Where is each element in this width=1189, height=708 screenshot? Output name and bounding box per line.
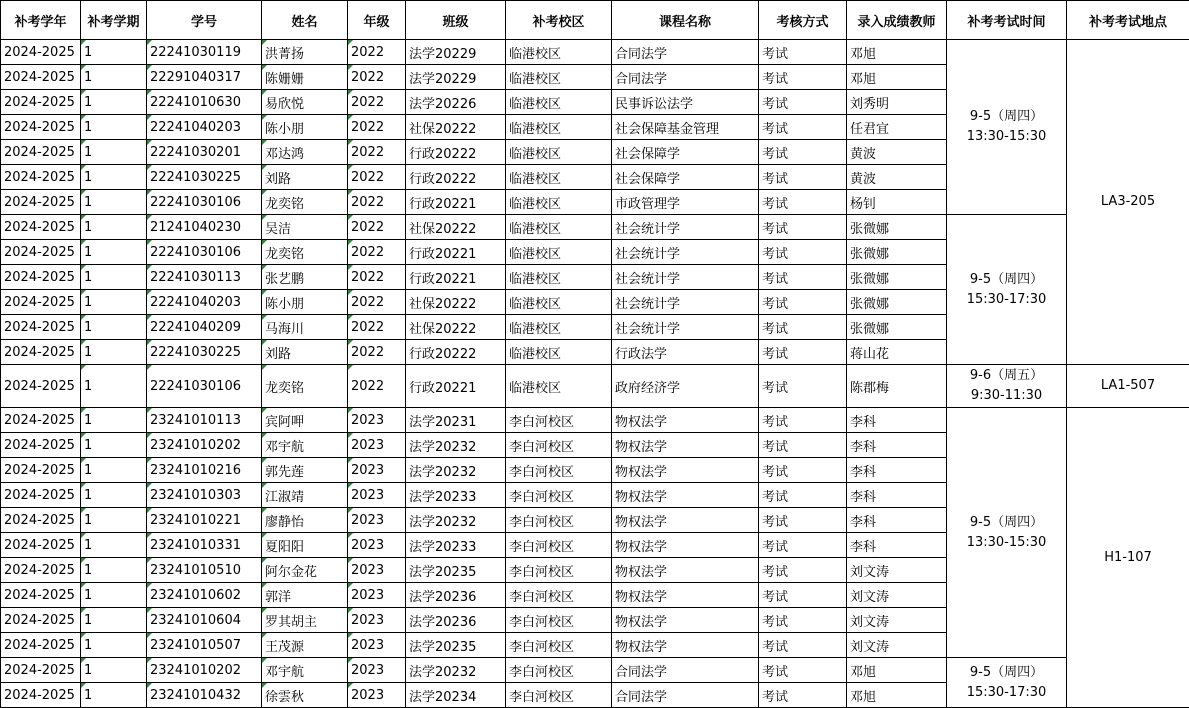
cell-teacher: 邓旭 bbox=[847, 65, 947, 90]
cell-campus: 临港校区 bbox=[506, 240, 612, 265]
cell-name: 龙奕铭 bbox=[262, 240, 348, 265]
cell-exam-time bbox=[947, 365, 1067, 408]
cell-class: 法学20234 bbox=[406, 683, 506, 708]
cell-term: 1 bbox=[81, 215, 147, 240]
cell-year: 2024-2025 bbox=[1, 315, 81, 340]
cell-class: 社保20222 bbox=[406, 215, 506, 240]
cell-name: 陈姗姗 bbox=[262, 65, 348, 90]
cell-course: 社会统计学 bbox=[612, 290, 759, 315]
cell-term: 1 bbox=[81, 165, 147, 190]
cell-teacher: 张微娜 bbox=[847, 315, 947, 340]
cell-student-id: 22241030201 bbox=[147, 140, 262, 165]
cell-course: 合同法学 bbox=[612, 658, 759, 683]
cell-term: 1 bbox=[81, 508, 147, 533]
cell-grade: 2022 bbox=[348, 290, 406, 315]
cell-teacher: 李科 bbox=[847, 508, 947, 533]
cell-campus: 临港校区 bbox=[506, 115, 612, 140]
cell-teacher: 张微娜 bbox=[847, 240, 947, 265]
cell-year: 2024-2025 bbox=[1, 65, 81, 90]
cell-teacher: 刘文涛 bbox=[847, 558, 947, 583]
cell-assessment: 考试 bbox=[759, 558, 847, 583]
cell-course: 物权法学 bbox=[612, 408, 759, 433]
cell-term: 1 bbox=[81, 240, 147, 265]
cell-term: 1 bbox=[81, 340, 147, 365]
table-row bbox=[1, 40, 1189, 65]
table-row bbox=[1, 365, 1189, 408]
cell-name: 刘路 bbox=[262, 340, 348, 365]
cell-class: 法学20235 bbox=[406, 633, 506, 658]
cell-term: 1 bbox=[81, 408, 147, 433]
cell-class: 法学20229 bbox=[406, 40, 506, 65]
cell-assessment: 考试 bbox=[759, 533, 847, 558]
cell-campus: 李白河校区 bbox=[506, 508, 612, 533]
cell-course: 物权法学 bbox=[612, 558, 759, 583]
cell-campus: 临港校区 bbox=[506, 165, 612, 190]
cell-course: 合同法学 bbox=[612, 40, 759, 65]
cell-class: 行政20222 bbox=[406, 140, 506, 165]
cell-teacher: 张微娜 bbox=[847, 290, 947, 315]
cell-assessment: 考试 bbox=[759, 483, 847, 508]
table-body bbox=[1, 40, 1189, 708]
cell-grade: 2023 bbox=[348, 658, 406, 683]
cell-term: 1 bbox=[81, 558, 147, 583]
cell-campus: 临港校区 bbox=[506, 140, 612, 165]
cell-class: 法学20232 bbox=[406, 658, 506, 683]
cell-class: 法学20232 bbox=[406, 458, 506, 483]
cell-grade: 2022 bbox=[348, 340, 406, 365]
cell-name: 张艺鹏 bbox=[262, 265, 348, 290]
exam-hours: 9:30-11:30 bbox=[950, 386, 1063, 406]
cell-course: 合同法学 bbox=[612, 65, 759, 90]
cell-year: 2024-2025 bbox=[1, 608, 81, 633]
cell-class: 法学20233 bbox=[406, 483, 506, 508]
cell-class: 法学20236 bbox=[406, 608, 506, 633]
cell-grade: 2023 bbox=[348, 633, 406, 658]
cell-class: 法学20235 bbox=[406, 558, 506, 583]
cell-campus: 李白河校区 bbox=[506, 608, 612, 633]
header-term: 补考学期 bbox=[81, 1, 147, 40]
cell-class: 行政20221 bbox=[406, 365, 506, 408]
cell-grade: 2023 bbox=[348, 408, 406, 433]
cell-term: 1 bbox=[81, 608, 147, 633]
cell-assessment: 考试 bbox=[759, 433, 847, 458]
header-assessment: 考核方式 bbox=[759, 1, 847, 40]
cell-name: 邓宇航 bbox=[262, 658, 348, 683]
cell-class: 社保20222 bbox=[406, 290, 506, 315]
cell-assessment: 考试 bbox=[759, 508, 847, 533]
cell-term: 1 bbox=[81, 140, 147, 165]
cell-assessment: 考试 bbox=[759, 140, 847, 165]
cell-course: 市政管理学 bbox=[612, 190, 759, 215]
cell-assessment: 考试 bbox=[759, 683, 847, 708]
cell-course: 物权法学 bbox=[612, 533, 759, 558]
cell-class: 法学20232 bbox=[406, 508, 506, 533]
cell-student-id: 22291040317 bbox=[147, 65, 262, 90]
cell-course: 行政法学 bbox=[612, 340, 759, 365]
cell-teacher: 蒋山花 bbox=[847, 340, 947, 365]
cell-year: 2024-2025 bbox=[1, 240, 81, 265]
cell-name: 江淑靖 bbox=[262, 483, 348, 508]
cell-year: 2024-2025 bbox=[1, 365, 81, 408]
cell-assessment: 考试 bbox=[759, 165, 847, 190]
cell-grade: 2022 bbox=[348, 40, 406, 65]
cell-name: 陈小朋 bbox=[262, 115, 348, 140]
header-grade: 年级 bbox=[348, 1, 406, 40]
header-exam-time: 补考考试时间 bbox=[947, 1, 1067, 40]
cell-course: 社会统计学 bbox=[612, 240, 759, 265]
cell-student-id: 22241030119 bbox=[147, 40, 262, 65]
cell-campus: 李白河校区 bbox=[506, 408, 612, 433]
cell-year: 2024-2025 bbox=[1, 215, 81, 240]
table-row bbox=[1, 408, 1189, 433]
cell-term: 1 bbox=[81, 583, 147, 608]
cell-year: 2024-2025 bbox=[1, 90, 81, 115]
cell-year: 2024-2025 bbox=[1, 633, 81, 658]
cell-grade: 2023 bbox=[348, 433, 406, 458]
cell-term: 1 bbox=[81, 483, 147, 508]
cell-campus: 临港校区 bbox=[506, 265, 612, 290]
cell-student-id: 22241030106 bbox=[147, 190, 262, 215]
cell-year: 2024-2025 bbox=[1, 190, 81, 215]
cell-term: 1 bbox=[81, 315, 147, 340]
cell-year: 2024-2025 bbox=[1, 265, 81, 290]
cell-assessment: 考试 bbox=[759, 65, 847, 90]
cell-teacher: 刘秀明 bbox=[847, 90, 947, 115]
cell-grade: 2022 bbox=[348, 265, 406, 290]
cell-class: 社保20222 bbox=[406, 315, 506, 340]
table-row bbox=[1, 215, 1189, 240]
cell-assessment: 考试 bbox=[759, 240, 847, 265]
cell-assessment: 考试 bbox=[759, 340, 847, 365]
cell-name: 罗其胡主 bbox=[262, 608, 348, 633]
cell-assessment: 考试 bbox=[759, 265, 847, 290]
cell-assessment: 考试 bbox=[759, 215, 847, 240]
table-row bbox=[1, 658, 1189, 683]
cell-teacher: 任君宜 bbox=[847, 115, 947, 140]
cell-class: 行政20221 bbox=[406, 265, 506, 290]
cell-grade: 2022 bbox=[348, 240, 406, 265]
cell-course: 社会统计学 bbox=[612, 315, 759, 340]
cell-student-id: 22241030106 bbox=[147, 240, 262, 265]
exam-hours: 13:30-15:30 bbox=[950, 127, 1063, 147]
cell-grade: 2022 bbox=[348, 115, 406, 140]
header-campus: 补考校区 bbox=[506, 1, 612, 40]
exam-date: 9-5（周四） bbox=[950, 663, 1063, 683]
cell-exam-time bbox=[947, 40, 1067, 215]
cell-campus: 临港校区 bbox=[506, 40, 612, 65]
cell-campus: 临港校区 bbox=[506, 290, 612, 315]
cell-year: 2024-2025 bbox=[1, 40, 81, 65]
cell-assessment: 考试 bbox=[759, 315, 847, 340]
cell-name: 易欣悦 bbox=[262, 90, 348, 115]
cell-teacher: 邓旭 bbox=[847, 683, 947, 708]
cell-student-id: 23241010303 bbox=[147, 483, 262, 508]
cell-teacher: 黄波 bbox=[847, 140, 947, 165]
cell-student-id: 21241040230 bbox=[147, 215, 262, 240]
cell-student-id: 23241010221 bbox=[147, 508, 262, 533]
cell-name: 邓宇航 bbox=[262, 433, 348, 458]
cell-year: 2024-2025 bbox=[1, 508, 81, 533]
cell-campus: 临港校区 bbox=[506, 90, 612, 115]
cell-year: 2024-2025 bbox=[1, 140, 81, 165]
cell-grade: 2022 bbox=[348, 65, 406, 90]
cell-year: 2024-2025 bbox=[1, 683, 81, 708]
cell-student-id: 23241010602 bbox=[147, 583, 262, 608]
header-name: 姓名 bbox=[262, 1, 348, 40]
cell-name: 邓达鸿 bbox=[262, 140, 348, 165]
cell-assessment: 考试 bbox=[759, 365, 847, 408]
cell-student-id: 23241010510 bbox=[147, 558, 262, 583]
cell-course: 物权法学 bbox=[612, 458, 759, 483]
cell-course: 物权法学 bbox=[612, 633, 759, 658]
cell-exam-time bbox=[947, 408, 1067, 658]
cell-assessment: 考试 bbox=[759, 608, 847, 633]
exam-date: 9-5（周四） bbox=[950, 107, 1063, 127]
cell-term: 1 bbox=[81, 265, 147, 290]
cell-exam-location: H1-107 bbox=[1067, 408, 1189, 708]
cell-term: 1 bbox=[81, 658, 147, 683]
cell-name: 宾阿呷 bbox=[262, 408, 348, 433]
cell-teacher: 李科 bbox=[847, 433, 947, 458]
cell-class: 法学20226 bbox=[406, 90, 506, 115]
cell-course: 民事诉讼法学 bbox=[612, 90, 759, 115]
cell-exam-location: LA3-205 bbox=[1067, 40, 1189, 365]
cell-teacher: 黄波 bbox=[847, 165, 947, 190]
cell-student-id: 23241010202 bbox=[147, 433, 262, 458]
exam-date: 9-6（周五） bbox=[950, 366, 1063, 386]
cell-teacher: 张微娜 bbox=[847, 265, 947, 290]
cell-class: 行政20221 bbox=[406, 190, 506, 215]
cell-assessment: 考试 bbox=[759, 290, 847, 315]
cell-teacher: 李科 bbox=[847, 458, 947, 483]
cell-course: 社会统计学 bbox=[612, 215, 759, 240]
cell-campus: 临港校区 bbox=[506, 215, 612, 240]
cell-year: 2024-2025 bbox=[1, 340, 81, 365]
cell-year: 2024-2025 bbox=[1, 583, 81, 608]
cell-term: 1 bbox=[81, 633, 147, 658]
cell-course: 物权法学 bbox=[612, 508, 759, 533]
cell-grade: 2022 bbox=[348, 140, 406, 165]
cell-name: 陈小朋 bbox=[262, 290, 348, 315]
cell-grade: 2022 bbox=[348, 215, 406, 240]
cell-name: 阿尔金花 bbox=[262, 558, 348, 583]
cell-student-id: 22241040203 bbox=[147, 115, 262, 140]
cell-student-id: 22241040209 bbox=[147, 315, 262, 340]
header-exam-location: 补考考试地点 bbox=[1067, 1, 1189, 40]
cell-course: 物权法学 bbox=[612, 608, 759, 633]
cell-teacher: 杨钊 bbox=[847, 190, 947, 215]
cell-course: 社会保障学 bbox=[612, 165, 759, 190]
cell-student-id: 22241010630 bbox=[147, 90, 262, 115]
cell-class: 法学20229 bbox=[406, 65, 506, 90]
cell-year: 2024-2025 bbox=[1, 533, 81, 558]
cell-grade: 2022 bbox=[348, 165, 406, 190]
cell-year: 2024-2025 bbox=[1, 290, 81, 315]
cell-name: 郭洋 bbox=[262, 583, 348, 608]
cell-campus: 临港校区 bbox=[506, 315, 612, 340]
cell-teacher: 陈郡梅 bbox=[847, 365, 947, 408]
cell-year: 2024-2025 bbox=[1, 433, 81, 458]
cell-campus: 李白河校区 bbox=[506, 458, 612, 483]
cell-name: 吴洁 bbox=[262, 215, 348, 240]
cell-term: 1 bbox=[81, 190, 147, 215]
cell-campus: 临港校区 bbox=[506, 65, 612, 90]
cell-student-id: 23241010216 bbox=[147, 458, 262, 483]
cell-grade: 2022 bbox=[348, 365, 406, 408]
cell-course: 政府经济学 bbox=[612, 365, 759, 408]
cell-class: 法学20232 bbox=[406, 433, 506, 458]
cell-grade: 2023 bbox=[348, 683, 406, 708]
cell-grade: 2022 bbox=[348, 315, 406, 340]
cell-teacher: 邓旭 bbox=[847, 40, 947, 65]
cell-assessment: 考试 bbox=[759, 190, 847, 215]
cell-year: 2024-2025 bbox=[1, 165, 81, 190]
cell-course: 物权法学 bbox=[612, 583, 759, 608]
cell-assessment: 考试 bbox=[759, 658, 847, 683]
cell-student-id: 23241010507 bbox=[147, 633, 262, 658]
cell-name: 马海川 bbox=[262, 315, 348, 340]
cell-assessment: 考试 bbox=[759, 40, 847, 65]
cell-student-id: 23241010331 bbox=[147, 533, 262, 558]
cell-grade: 2022 bbox=[348, 190, 406, 215]
cell-course: 合同法学 bbox=[612, 683, 759, 708]
cell-campus: 临港校区 bbox=[506, 365, 612, 408]
cell-term: 1 bbox=[81, 115, 147, 140]
cell-term: 1 bbox=[81, 290, 147, 315]
cell-course: 社会保障学 bbox=[612, 140, 759, 165]
cell-class: 法学20233 bbox=[406, 533, 506, 558]
cell-grade: 2023 bbox=[348, 608, 406, 633]
cell-campus: 李白河校区 bbox=[506, 533, 612, 558]
cell-exam-location: LA1-507 bbox=[1067, 365, 1189, 408]
cell-year: 2024-2025 bbox=[1, 658, 81, 683]
cell-campus: 李白河校区 bbox=[506, 558, 612, 583]
header-course: 课程名称 bbox=[612, 1, 759, 40]
cell-campus: 临港校区 bbox=[506, 190, 612, 215]
header-year: 补考学年 bbox=[1, 1, 81, 40]
cell-assessment: 考试 bbox=[759, 90, 847, 115]
cell-year: 2024-2025 bbox=[1, 558, 81, 583]
cell-name: 王茂源 bbox=[262, 633, 348, 658]
header-class: 班级 bbox=[406, 1, 506, 40]
cell-assessment: 考试 bbox=[759, 408, 847, 433]
header-student-id: 学号 bbox=[147, 1, 262, 40]
cell-assessment: 考试 bbox=[759, 115, 847, 140]
cell-teacher: 李科 bbox=[847, 483, 947, 508]
cell-grade: 2023 bbox=[348, 533, 406, 558]
cell-year: 2024-2025 bbox=[1, 115, 81, 140]
cell-term: 1 bbox=[81, 433, 147, 458]
cell-grade: 2023 bbox=[348, 458, 406, 483]
cell-year: 2024-2025 bbox=[1, 408, 81, 433]
cell-campus: 李白河校区 bbox=[506, 633, 612, 658]
cell-class: 法学20231 bbox=[406, 408, 506, 433]
cell-course: 社会统计学 bbox=[612, 265, 759, 290]
cell-teacher: 李科 bbox=[847, 408, 947, 433]
cell-teacher: 张微娜 bbox=[847, 215, 947, 240]
exam-date: 9-5（周四） bbox=[950, 270, 1063, 290]
cell-term: 1 bbox=[81, 533, 147, 558]
cell-teacher: 刘文涛 bbox=[847, 633, 947, 658]
cell-student-id: 22241040203 bbox=[147, 290, 262, 315]
cell-grade: 2023 bbox=[348, 483, 406, 508]
exam-hours: 13:30-15:30 bbox=[950, 533, 1063, 553]
cell-grade: 2023 bbox=[348, 558, 406, 583]
cell-class: 行政20222 bbox=[406, 340, 506, 365]
cell-student-id: 23241010113 bbox=[147, 408, 262, 433]
cell-grade: 2023 bbox=[348, 508, 406, 533]
cell-student-id: 22241030113 bbox=[147, 265, 262, 290]
cell-exam-time bbox=[947, 215, 1067, 365]
cell-campus: 李白河校区 bbox=[506, 658, 612, 683]
cell-assessment: 考试 bbox=[759, 583, 847, 608]
cell-student-id: 22241030225 bbox=[147, 340, 262, 365]
cell-course: 社会保障基金管理 bbox=[612, 115, 759, 140]
cell-name: 廖静怡 bbox=[262, 508, 348, 533]
cell-student-id: 23241010432 bbox=[147, 683, 262, 708]
cell-teacher: 邓旭 bbox=[847, 658, 947, 683]
exam-hours: 15:30-17:30 bbox=[950, 683, 1063, 703]
header-row bbox=[1, 1, 1189, 40]
cell-name: 洪菁扬 bbox=[262, 40, 348, 65]
cell-student-id: 22241030106 bbox=[147, 365, 262, 408]
cell-term: 1 bbox=[81, 458, 147, 483]
cell-student-id: 23241010604 bbox=[147, 608, 262, 633]
cell-student-id: 23241010202 bbox=[147, 658, 262, 683]
cell-campus: 临港校区 bbox=[506, 340, 612, 365]
header-teacher: 录入成绩教师 bbox=[847, 1, 947, 40]
cell-name: 龙奕铭 bbox=[262, 190, 348, 215]
cell-term: 1 bbox=[81, 90, 147, 115]
cell-name: 徐雲秋 bbox=[262, 683, 348, 708]
cell-class: 法学20236 bbox=[406, 583, 506, 608]
cell-student-id: 22241030225 bbox=[147, 165, 262, 190]
cell-name: 郭先莲 bbox=[262, 458, 348, 483]
cell-assessment: 考试 bbox=[759, 633, 847, 658]
cell-year: 2024-2025 bbox=[1, 483, 81, 508]
cell-course: 物权法学 bbox=[612, 433, 759, 458]
cell-name: 龙奕铭 bbox=[262, 365, 348, 408]
exam-date: 9-5（周四） bbox=[950, 513, 1063, 533]
cell-teacher: 刘文涛 bbox=[847, 583, 947, 608]
cell-course: 物权法学 bbox=[612, 483, 759, 508]
cell-assessment: 考试 bbox=[759, 458, 847, 483]
cell-term: 1 bbox=[81, 365, 147, 408]
cell-grade: 2022 bbox=[348, 90, 406, 115]
cell-class: 社保20222 bbox=[406, 115, 506, 140]
cell-class: 行政20221 bbox=[406, 240, 506, 265]
cell-teacher: 刘文涛 bbox=[847, 608, 947, 633]
cell-exam-time bbox=[947, 658, 1067, 708]
cell-term: 1 bbox=[81, 65, 147, 90]
cell-campus: 李白河校区 bbox=[506, 583, 612, 608]
cell-name: 夏阳阳 bbox=[262, 533, 348, 558]
cell-class: 行政20222 bbox=[406, 165, 506, 190]
cell-teacher: 李科 bbox=[847, 533, 947, 558]
cell-campus: 李白河校区 bbox=[506, 433, 612, 458]
cell-term: 1 bbox=[81, 683, 147, 708]
cell-term: 1 bbox=[81, 40, 147, 65]
cell-grade: 2023 bbox=[348, 583, 406, 608]
cell-campus: 李白河校区 bbox=[506, 683, 612, 708]
cell-name: 刘路 bbox=[262, 165, 348, 190]
exam-hours: 15:30-17:30 bbox=[950, 290, 1063, 310]
cell-year: 2024-2025 bbox=[1, 458, 81, 483]
cell-campus: 李白河校区 bbox=[506, 483, 612, 508]
